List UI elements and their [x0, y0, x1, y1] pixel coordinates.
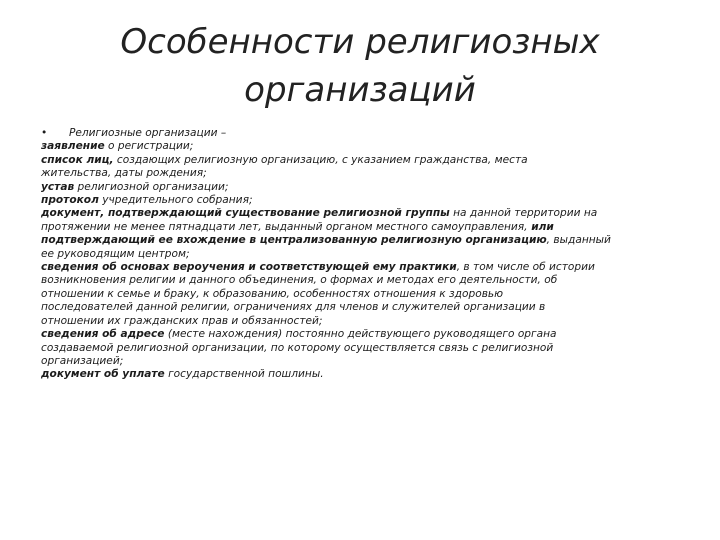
bold-term: устав	[41, 180, 75, 193]
item-text: последователей данной религии, ограничениях для членов и служителей организации в	[41, 301, 546, 314]
item-centralized-membership-cont	[41, 248, 683, 261]
title-line-2: организаций	[244, 70, 476, 110]
item-doctrine-info-cont-2	[41, 288, 683, 301]
slide-title	[60, 18, 660, 114]
item-text: о регистрации;	[104, 140, 194, 153]
item-doctrine-info-cont-3	[41, 301, 683, 314]
item-text: возникновения религии и данного объединения, о формах и методах его деятельности, об	[41, 274, 558, 287]
item-text: создающих религиозную организацию, с указанием гражданства, места	[113, 153, 528, 166]
item-text: на данной территории на	[449, 207, 598, 220]
item-application	[41, 140, 683, 153]
item-text: , выданный	[546, 234, 611, 247]
bold-term: документ, подтверждающий существование религиозной группы	[41, 207, 450, 220]
item-existence-document	[41, 207, 683, 220]
item-text: государственной пошлины.	[164, 368, 324, 381]
bold-term: сведения об адресе	[41, 328, 165, 341]
bold-term: протокол	[41, 194, 99, 207]
item-text: религиозной организации;	[74, 180, 229, 193]
item-founders-list	[41, 154, 683, 167]
bold-term: подтверждающий ее вхождение в централизованную религиозную организацию	[41, 234, 547, 247]
item-address-info	[41, 328, 683, 341]
item-text: жительства, даты рождения;	[41, 167, 207, 180]
item-text: , в том числе об истории	[456, 261, 595, 274]
item-existence-document-cont	[41, 221, 683, 234]
item-text: организацией;	[41, 354, 124, 367]
item-text: учредительного собрания;	[98, 194, 253, 207]
item-text: протяжении не менее пятнадцати лет, выданный органом местного самоуправления,	[41, 220, 528, 233]
intro-text: Религиозные организации –	[69, 127, 227, 139]
item-address-info-cont-2	[41, 355, 683, 368]
item-text: ее руководящим центром;	[41, 247, 190, 260]
item-centralized-membership	[41, 234, 683, 247]
item-address-info-cont-1	[41, 342, 683, 355]
bullet-icon: •	[41, 127, 48, 139]
item-protocol	[41, 194, 683, 207]
bullet-intro	[41, 127, 683, 140]
item-doctrine-info-cont-1	[41, 274, 683, 287]
bold-term: заявление	[41, 140, 105, 153]
item-founders-list-cont	[41, 167, 683, 180]
item-text: (месте нахождения) постоянно действующего руководящего органа	[164, 328, 557, 341]
slide-body	[41, 127, 683, 382]
item-text: отношении их гражданских прав и обязанностей;	[41, 314, 323, 327]
item-text: отношении к семье и браку, к образованию, особенностях отношения к здоровью	[41, 287, 504, 300]
item-doctrine-info	[41, 261, 683, 274]
item-text: создаваемой религиозной организации, по которому осуществляется связь с религиозной	[41, 341, 554, 354]
bold-term: список лиц,	[41, 153, 114, 166]
title-line-1: Особенности религиозных	[120, 22, 600, 62]
bold-term: документ об уплате	[41, 368, 165, 381]
bold-term: или	[527, 220, 554, 233]
bold-term: сведения об основах вероучения и соответствующей ему практики	[41, 261, 457, 274]
item-doctrine-info-cont-4	[41, 315, 683, 328]
item-fee-document	[41, 368, 683, 381]
item-charter	[41, 181, 683, 194]
